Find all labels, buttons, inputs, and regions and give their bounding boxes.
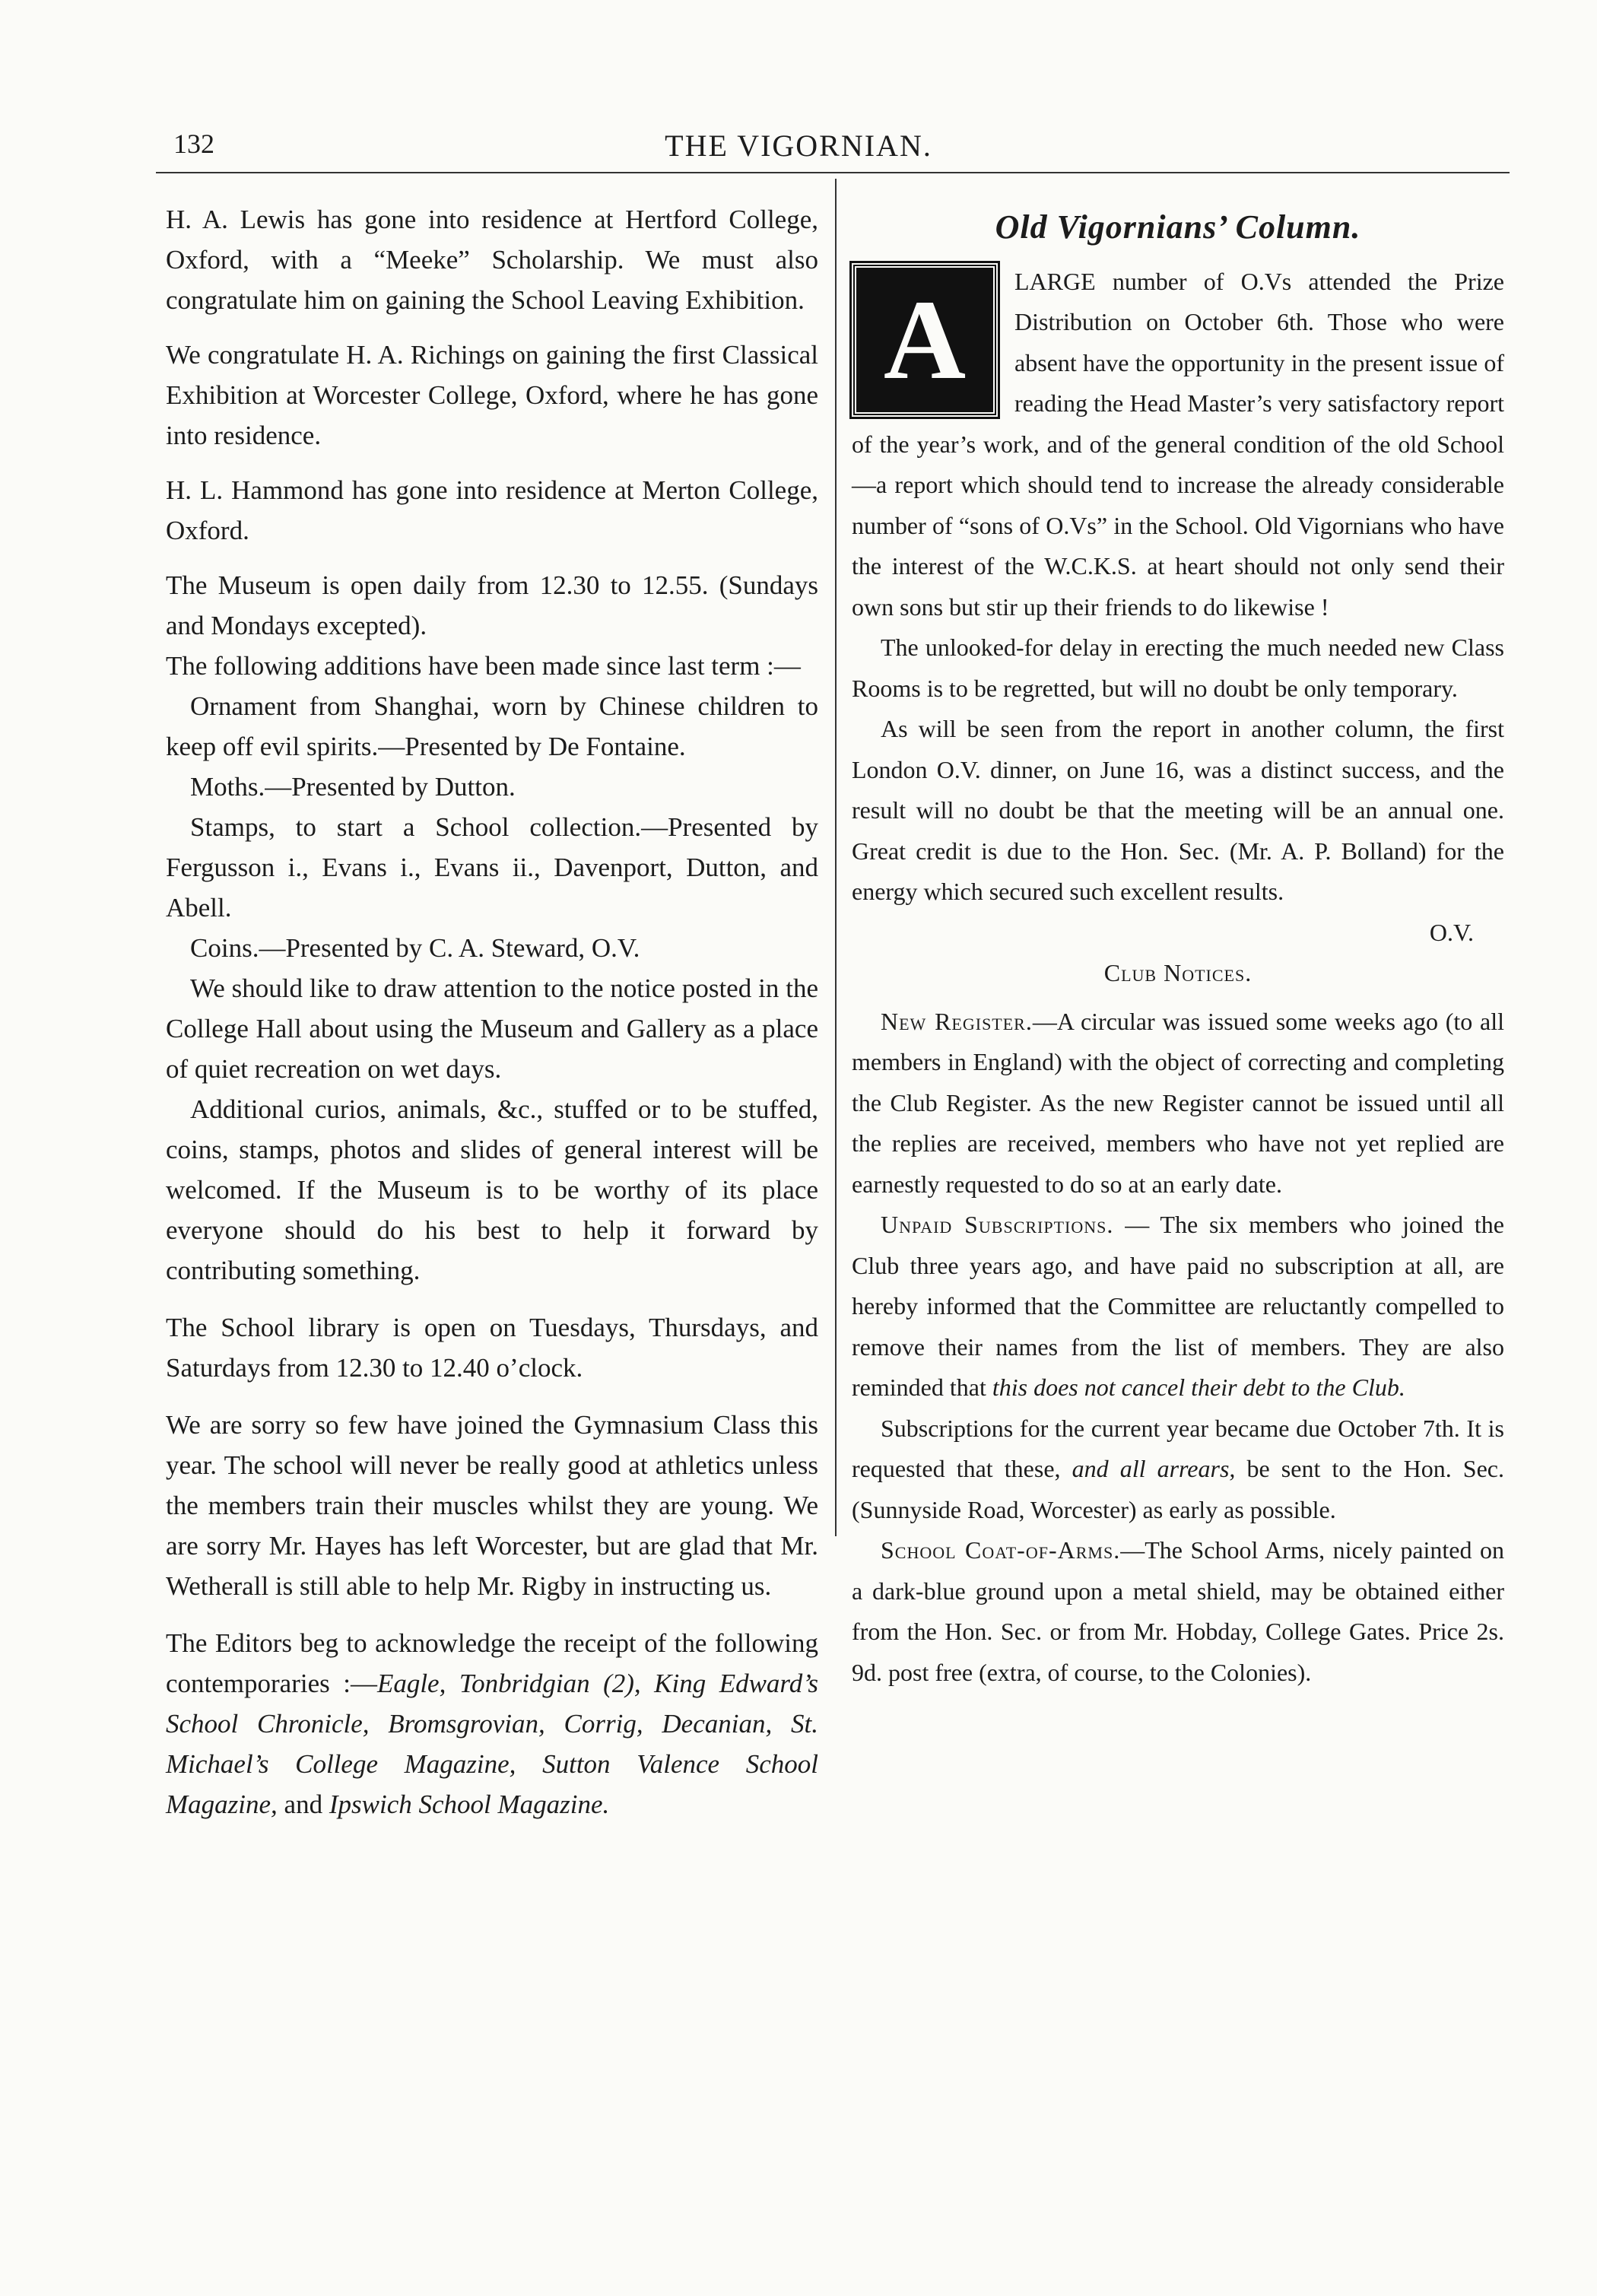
- unpaid-subscriptions-paragraph: [852, 1205, 1504, 1408]
- contemporaries-list: Eagle, Tonbridgian (2), King Edward’s School Chronicle, Bromsgrovian, Corrig, Decanian, St. Michael’s College Magazine, Sutton Valence School Magazine,: [166, 1669, 819, 1819]
- unpaid-subscriptions-italic: this does not cancel their debt to the Club.: [992, 1373, 1405, 1401]
- subscriptions-text-2: be sent to the Hon. Sec. (Sunnyside Road, Worcester) as early as possible.: [852, 1455, 1505, 1523]
- museum-hours-paragraph: The Museum is open daily from 12.30 to 12.55. (Sundays and Mondays excepted).: [166, 570, 818, 640]
- additions-intro: The following additions have been made since last term :—: [166, 651, 801, 681]
- new-register-label: New Register.: [881, 1007, 1033, 1035]
- stamps-item: Stamps, to start a School collection.—Presented by Fergusson i., Evans i., Evans ii., Davenport, Dutton, and Abell.: [166, 812, 818, 923]
- club-notices-heading: Club Notices.: [1103, 959, 1253, 986]
- library-paragraph: The School library is open on Tuesdays, Thursdays, and Saturdays from 12.30 to 12.40 o’clock.: [166, 1313, 818, 1383]
- running-head: THE VIGORNIAN.: [665, 129, 932, 163]
- signature: O.V.: [1429, 918, 1474, 946]
- new-register-paragraph: [852, 1002, 1504, 1205]
- unpaid-subscriptions-text: — The six members who joined the Club three years ago, and have paid no subscription at all, are hereby informed that the Committee are reluctantly compelled to remove their names from the list of members. They are also reminded that: [852, 1211, 1505, 1401]
- header-rule: [156, 172, 1510, 173]
- coat-of-arms-label: School Coat-of-Arms.: [881, 1536, 1121, 1564]
- left-column: [166, 199, 818, 1839]
- subscriptions-italic: and all arrears,: [1072, 1455, 1236, 1482]
- subscriptions-due-paragraph: [852, 1408, 1504, 1531]
- section-title: Old Vigornians’ Column.: [995, 208, 1361, 246]
- dinner-paragraph: As will be seen from the report in another column, the first London O.V. dinner, on June 16, was a distinct success, and the result will no doubt be that the meeting will be an annual one. Great credit is due to the Hon. Sec. (Mr. A. P. Bolland) for the energy which secured such excellent results.: [852, 715, 1504, 905]
- column-rule: [835, 179, 837, 1536]
- new-register-text: —A circular was issued some weeks ago (to all members in England) with the object of correcting and completing the Club Register. As the new Register cannot be issued until all the replies are received, members who have not yet replied are earnestly requested to do so at an early date.: [852, 1007, 1504, 1198]
- editors-intro: The Editors beg to acknowledge the receipt of the following contemporaries :—: [166, 1628, 818, 1698]
- delay-paragraph: The unlooked-for delay in erecting the much needed new Class Rooms is to be regretted, but will no doubt be only temporary.: [852, 634, 1504, 702]
- intro-paragraph: [852, 262, 1504, 628]
- notice-paragraph: We should like to draw attention to the notice posted in the College Hall about using the Museum and Gallery as a place of quiet recreation on wet days.: [166, 973, 818, 1084]
- last-contemporary: Ipswich School Magazine.: [329, 1789, 610, 1819]
- and-word: and: [277, 1789, 329, 1819]
- page-number: 132: [173, 129, 214, 159]
- coins-item: Coins.—Presented by C. A. Steward, O.V.: [190, 933, 640, 963]
- ornament-item: Ornament from Shanghai, worn by Chinese children to keep off evil spirits.—Presented by De Fontaine.: [166, 691, 818, 761]
- subscriptions-text-1: Subscriptions for the current year became due October 7th. It is requested that these,: [852, 1414, 1504, 1482]
- richings-paragraph: We congratulate H. A. Richings on gaining the first Classical Exhibition at Worcester College, Oxford, where he has gone into residence.: [166, 340, 818, 450]
- intro-text: LARGE number of O.Vs attended the Prize Distribution on October 6th. Those who were absent have the opportunity in the present issue of reading the Head Master’s very satisfactory report of the year’s work, and of the general condition of the old School—a report which should tend to increase the already considerable number of “sons of O.Vs” in the School. Old Vigornians who have the interest of the W.C.K.S. at heart should not only send their own sons but stir up their friends to do likewise !: [852, 267, 1504, 621]
- unpaid-subscriptions-label: Unpaid Subscriptions.: [881, 1211, 1114, 1238]
- right-column: [852, 199, 1504, 1693]
- moths-item: Moths.—Presented by Dutton.: [190, 772, 516, 802]
- drop-cap-letter: A: [852, 263, 998, 417]
- gymnasium-paragraph: We are sorry so few have joined the Gymnasium Class this year. The school will never be really good at athletics unless the members train their muscles whilst they are young. We are sorry Mr. Hayes has left Worcester, but are glad that Mr. Wetherall is still able to help Mr. Rigby in instructing us.: [166, 1410, 818, 1601]
- coat-of-arms-paragraph: [852, 1530, 1504, 1693]
- curios-paragraph: Additional curios, animals, &c., stuffed or to be stuffed, coins, stamps, photos and slides of general interest will be welcomed. If the Museum is to be worthy of its place everyone should do his best to help it forward by contributing something.: [166, 1094, 818, 1285]
- coat-of-arms-text: —The School Arms, nicely painted on a dark-blue ground upon a metal shield, may be obtained either from the Hon. Sec. or from Mr. Hobday, College Gates. Price 2s. 9d. post free (extra, of course, to the Colonies).: [852, 1536, 1504, 1686]
- lewis-paragraph: H. A. Lewis has gone into residence at Hertford College, Oxford, with a “Meeke” Scholarship. We must also congratulate him on gaining the School Leaving Exhibition.: [166, 205, 818, 315]
- hammond-paragraph: H. L. Hammond has gone into residence at Merton College, Oxford.: [166, 475, 818, 545]
- editors-paragraph: [166, 1623, 818, 1824]
